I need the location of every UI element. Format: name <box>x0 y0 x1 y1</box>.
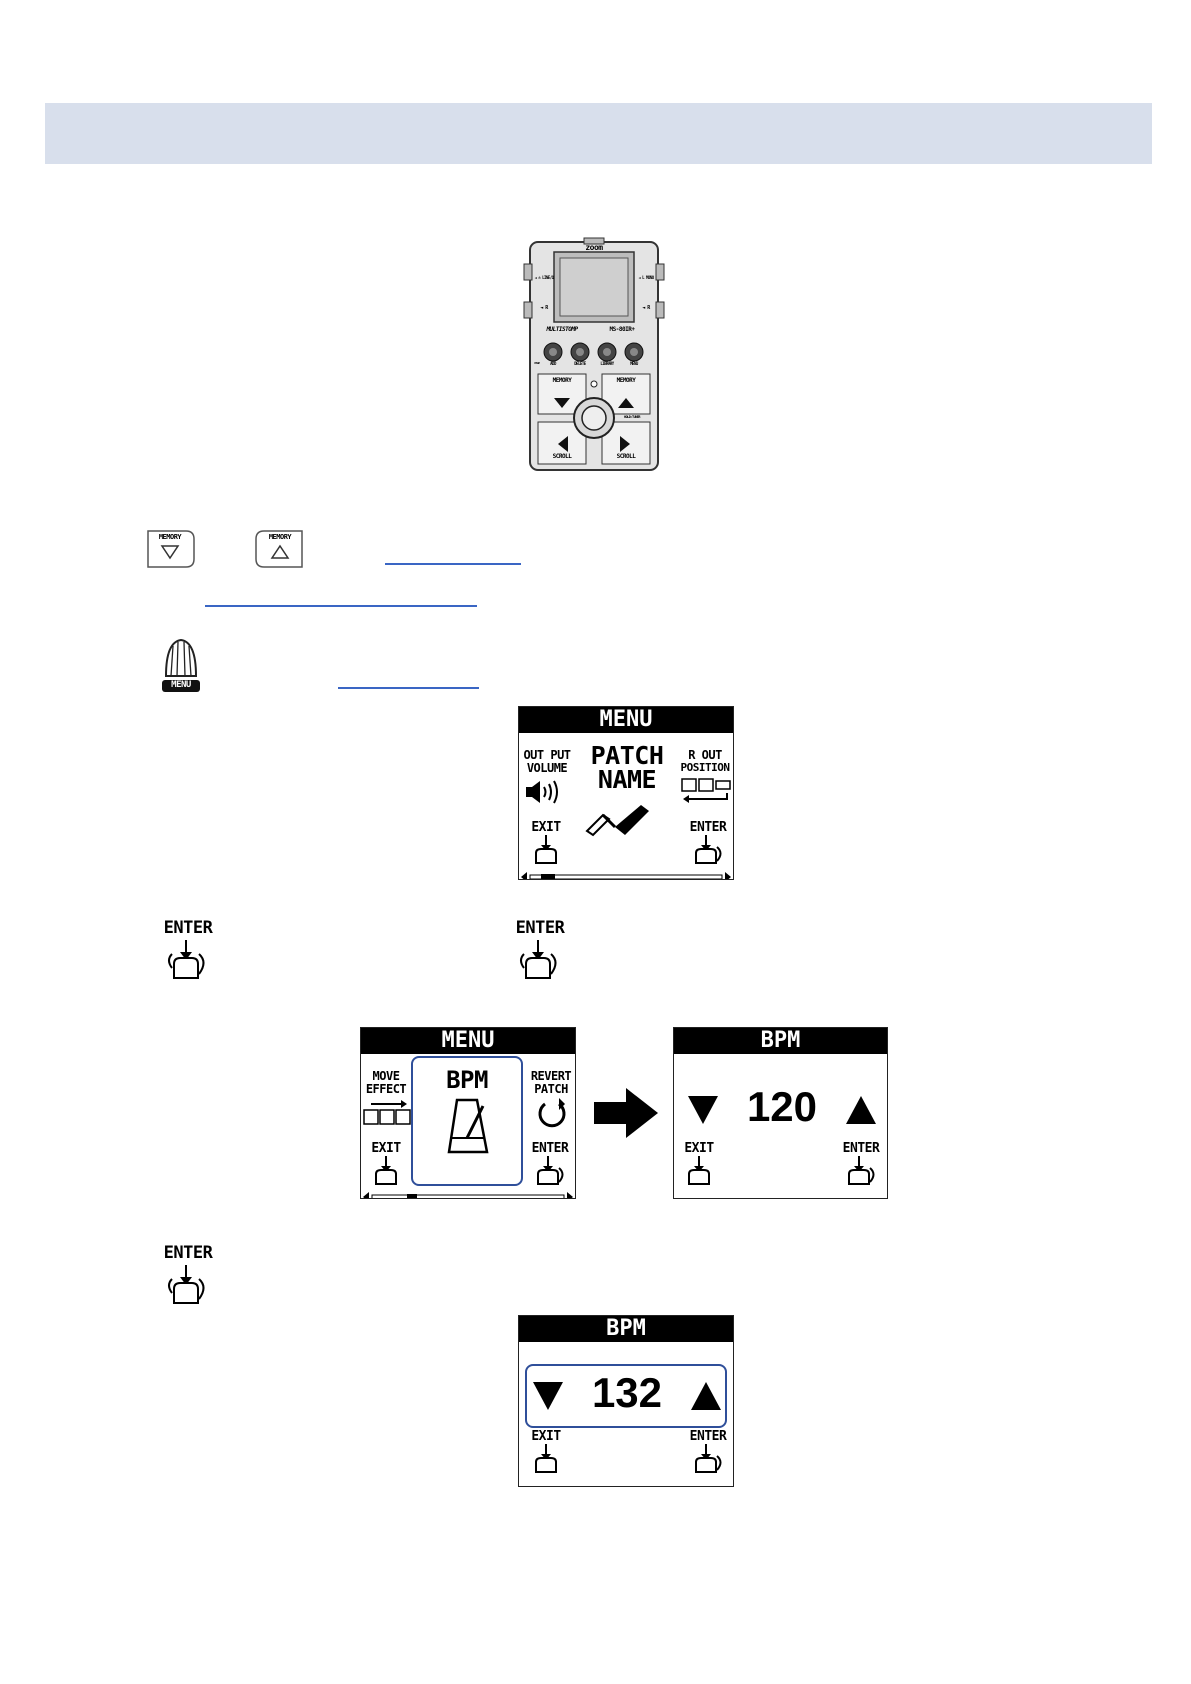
jack-right-bottom-label: ◄ R <box>642 305 650 311</box>
output-volume-label-2: VOLUME <box>526 761 568 775</box>
patch-name-label-2: NAME <box>597 765 657 794</box>
exit-label: EXIT <box>531 820 561 835</box>
triangle-up-icon <box>691 1382 721 1414</box>
enter-label: ENTER <box>531 1141 569 1156</box>
link-underline-2[interactable] <box>205 605 477 607</box>
right-arrow-icon <box>594 1088 658 1142</box>
section-header-band <box>45 103 1152 164</box>
bpm-screen-132 <box>518 1315 734 1487</box>
knob-prefix-label: PAGE <box>534 361 540 365</box>
switch-scroll-left-label: SCROLL <box>552 453 572 460</box>
triangle-up-icon <box>846 1096 876 1128</box>
bpm-value: 120 <box>746 1083 818 1130</box>
exit-label: EXIT <box>371 1141 401 1156</box>
knob-label-library: LIBRARY <box>600 361 614 366</box>
scroll-bar <box>521 867 731 880</box>
memory-up-switch-icon <box>254 529 304 569</box>
enter-switch-label-b: ENTER <box>515 918 565 938</box>
device-brand: zoom <box>585 243 603 252</box>
device-series: MULTISTOMP <box>546 326 578 333</box>
enter-label: ENTER <box>689 820 727 835</box>
r-out-position-label-2: POSITION <box>680 761 730 774</box>
switch-memory-down-label: MEMORY <box>552 377 572 384</box>
knob-label-menu: MENU <box>630 361 638 366</box>
switch-memory-up-label: MEMORY <box>616 377 636 384</box>
triangle-down-icon <box>688 1096 718 1128</box>
exit-footswitch-icon <box>371 1156 401 1190</box>
move-effect-label-1: MOVE <box>372 1069 400 1083</box>
menu-screen-2-title: MENU <box>361 1028 575 1054</box>
enter-label: ENTER <box>842 1141 880 1156</box>
enter-switch-label-a: ENTER <box>163 918 213 938</box>
memory-down-label: MEMORY <box>158 533 182 541</box>
move-effect-icon <box>363 1096 411 1130</box>
jack-left-top-label: ◄ ∩ LINE/Ω <box>534 275 554 280</box>
revert-patch-label-2: PATCH <box>534 1082 568 1096</box>
patch-name-label-1: PATCH <box>590 741 664 770</box>
hold-tuner-label: HOLD:TUNER <box>623 415 641 419</box>
menu-knob-label: MENU <box>171 680 191 690</box>
enter-switch-icon-b <box>510 920 570 982</box>
exit-label: EXIT <box>684 1141 714 1156</box>
enter-switch-label-c: ENTER <box>163 1243 213 1263</box>
menu-screen-title: MENU <box>519 707 733 733</box>
pencil-icon <box>585 801 655 841</box>
device-model: MS-80IR+ <box>609 326 635 333</box>
exit-footswitch-icon <box>684 1156 714 1190</box>
menu-knob-icon <box>160 636 202 694</box>
link-underline-3[interactable] <box>338 687 479 689</box>
device-illustration <box>524 238 664 474</box>
jack-right-top-label: ◄ L MONO <box>638 275 654 280</box>
scroll-bar <box>363 1187 573 1199</box>
memory-down-switch-icon <box>146 529 196 569</box>
r-out-position-icon <box>681 777 733 811</box>
move-effect-label-2: EFFECT <box>365 1082 407 1096</box>
bpm-screen-120 <box>673 1027 888 1199</box>
enter-switch-icon-c <box>158 1245 218 1307</box>
menu-screen-patch-name <box>518 706 734 880</box>
revert-patch-label-1: REVERT <box>530 1069 572 1083</box>
exit-footswitch-icon <box>531 1444 561 1478</box>
knob-label-add: ADD <box>550 361 556 366</box>
output-volume-label-1: OUT PUT <box>523 748 571 762</box>
enter-label: ENTER <box>689 1429 727 1444</box>
r-out-position-label-1: R OUT <box>688 748 722 762</box>
memory-up-label: MEMORY <box>268 533 292 541</box>
enter-footswitch-icon <box>691 1444 725 1478</box>
jack-left-bottom-label: ◄ R <box>540 305 548 311</box>
bpm-menu-label: BPM <box>446 1066 488 1094</box>
metronome-icon <box>447 1098 491 1158</box>
enter-footswitch-icon <box>533 1156 567 1190</box>
enter-switch-icon-a <box>158 920 218 982</box>
link-underline-1[interactable] <box>385 563 521 565</box>
bpm-value: 132 <box>591 1369 663 1416</box>
bpm-screen-2-title: BPM <box>519 1316 733 1342</box>
revert-icon <box>537 1098 567 1132</box>
triangle-down-icon <box>533 1382 563 1414</box>
speaker-icon <box>525 779 565 809</box>
knob-label-delete: DELETE <box>574 361 586 366</box>
exit-footswitch-icon <box>531 835 561 869</box>
enter-footswitch-icon <box>844 1156 878 1190</box>
exit-label: EXIT <box>531 1429 561 1444</box>
bpm-screen-title: BPM <box>674 1028 887 1054</box>
enter-footswitch-icon <box>691 835 725 869</box>
switch-scroll-right-label: SCROLL <box>616 453 636 460</box>
menu-screen-bpm <box>360 1027 576 1199</box>
